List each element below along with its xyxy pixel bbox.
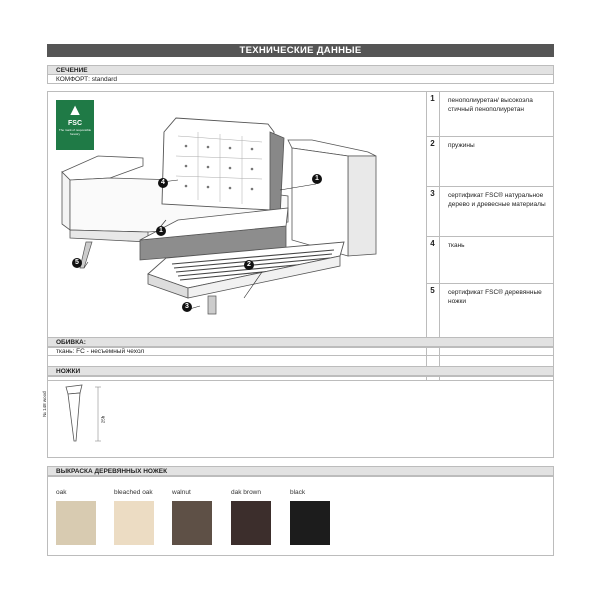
leg-height-label: 25h xyxy=(100,415,106,424)
component-num: 5 xyxy=(426,284,440,380)
swatch-walnut xyxy=(172,501,212,545)
component-num: 4 xyxy=(426,237,440,283)
swatch-label-black: black xyxy=(290,489,306,496)
fsc-logo-mark: FSC xyxy=(68,120,82,127)
fsc-logo-caption: The mark of responsible forestry xyxy=(58,128,92,136)
swatch-label-bleached-oak: bleached oak xyxy=(114,489,153,496)
legs-heading: НОЖКИ xyxy=(47,366,554,376)
sheet-title: ТЕХНИЧЕСКИЕ ДАННЫЕ xyxy=(47,44,554,57)
swatch-label-dak-brown: dak brown xyxy=(231,489,261,496)
component-num: 2 xyxy=(426,137,440,186)
callout-1: 1 xyxy=(312,174,322,184)
leg-drawing xyxy=(54,377,124,457)
upholstery-line: ткань: FC - несъемный чехол xyxy=(47,347,554,356)
callout-2: 2 xyxy=(244,260,254,270)
component-text: ткань xyxy=(448,242,465,249)
swatch-label-walnut: walnut xyxy=(172,489,191,496)
swatch-bleached-oak xyxy=(114,501,154,545)
component-text: пенополиуретан/ высокоэла стичный пенополиуретан xyxy=(448,97,533,113)
section-heading: СЕЧЕНИЕ xyxy=(47,65,554,75)
callout-5: 5 xyxy=(72,258,82,268)
component-row xyxy=(426,92,553,137)
component-text: сертификат FSC® деревянные ножки xyxy=(448,289,542,305)
callout-3: 3 xyxy=(182,302,192,312)
swatch-oak xyxy=(56,501,96,545)
section-block xyxy=(47,65,554,84)
component-row xyxy=(426,237,553,284)
finish-heading: ВЫКРАСКА ДЕРЕВЯННЫХ НОЖЕК xyxy=(47,466,554,476)
callout-1-second: 1 xyxy=(156,226,166,236)
swatch-dak-brown xyxy=(231,501,271,545)
component-row xyxy=(426,137,553,187)
callout-4: 4 xyxy=(158,178,168,188)
tree-icon: ▲ xyxy=(67,102,83,119)
legs-panel xyxy=(42,376,554,458)
component-num: 1 xyxy=(426,92,440,136)
component-num: 3 xyxy=(426,187,440,236)
comfort-line: КОМФОРТ: standard xyxy=(47,75,554,84)
component-text: сертификат FSC® натуральное дерево и древесные материалы xyxy=(448,192,546,208)
swatch-label-oak: oak xyxy=(56,489,67,496)
leg-code-label: № 148 wood xyxy=(42,391,47,417)
component-text: пружины xyxy=(448,142,475,149)
upholstery-heading: ОБИВКА: xyxy=(47,337,554,347)
finish-panel xyxy=(47,476,554,556)
component-row xyxy=(426,187,553,237)
swatch-black xyxy=(290,501,330,545)
tech-sheet xyxy=(42,44,554,496)
